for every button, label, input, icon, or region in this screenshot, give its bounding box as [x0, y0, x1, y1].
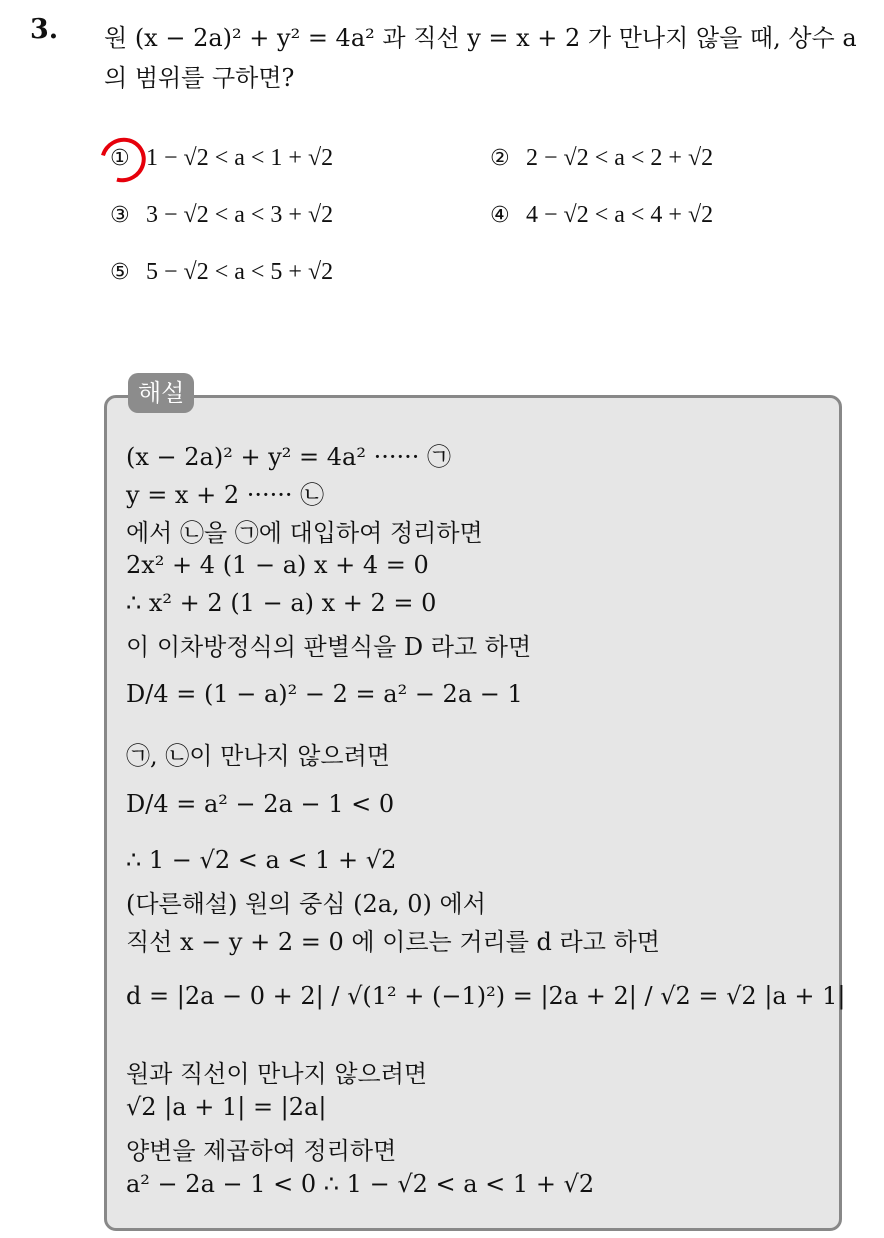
choice-4-mark: ④ — [490, 203, 510, 228]
solution-line-7: D/4 = (1 − a)² − 2 = a² − 2a − 1 — [126, 680, 523, 708]
solution-line-17: a² − 2a − 1 < 0 ∴ 1 − √2 < a < 1 + √2 — [126, 1170, 595, 1198]
choice-2-text: 2 − √2 < a < 2 + √2 — [526, 145, 714, 171]
choice-3-text: 3 − √2 < a < 3 + √2 — [146, 202, 334, 228]
solution-line-11: (다른해설) 원의 중심 (2a, 0) 에서 — [126, 890, 486, 918]
choice-3-mark: ③ — [110, 203, 130, 228]
solution-line-16: 양변을 제곱하여 정리하면 — [126, 1137, 397, 1165]
choice-4-text: 4 − √2 < a < 4 + √2 — [526, 202, 714, 228]
solution-line-1: (x − 2a)² + y² = 4a² ······ ㉠ — [126, 443, 451, 471]
question-number: 3. — [30, 14, 59, 45]
choice-3[interactable] — [110, 202, 333, 229]
solution-line-9: D/4 = a² − 2a − 1 < 0 — [126, 790, 395, 818]
solution-tag: 해설 — [128, 373, 194, 413]
choice-1-mark: ① — [110, 146, 130, 171]
choice-1[interactable] — [110, 145, 333, 172]
choice-2[interactable] — [490, 145, 713, 172]
question-text-line2: 의 범위를 구하면? — [104, 64, 295, 92]
question-text-line1: 원 (x − 2a)² + y² = 4a² 과 직선 y = x + 2 가 만나지 않을 때, 상수 a — [104, 24, 857, 52]
choice-2-mark: ② — [490, 146, 510, 171]
solution-line-2: y = x + 2 ······ ㉡ — [126, 481, 325, 509]
solution-line-4: 2x² + 4 (1 − a) x + 4 = 0 — [126, 551, 429, 579]
choice-4[interactable] — [490, 202, 713, 229]
choice-1-text: 1 − √2 < a < 1 + √2 — [146, 145, 334, 171]
solution-line-6: 이 이차방정식의 판별식을 D 라고 하면 — [126, 633, 532, 661]
choice-5[interactable] — [110, 259, 333, 286]
solution-line-12: 직선 x − y + 2 = 0 에 이르는 거리를 d 라고 하면 — [126, 928, 660, 956]
solution-line-8: ㉠, ㉡이 만나지 않으려면 — [126, 742, 390, 770]
solution-line-5: ∴ x² + 2 (1 − a) x + 2 = 0 — [126, 589, 437, 617]
solution-line-10: ∴ 1 − √2 < a < 1 + √2 — [126, 846, 397, 874]
solution-line-14: 원과 직선이 만나지 않으려면 — [126, 1060, 428, 1088]
solution-line-3: 에서 ㉡을 ㉠에 대입하여 정리하면 — [126, 519, 483, 547]
choice-5-text: 5 − √2 < a < 5 + √2 — [146, 259, 334, 285]
solution-line-15: √2 |a + 1| = |2a| — [126, 1093, 327, 1121]
choice-5-mark: ⑤ — [110, 260, 130, 285]
solution-line-13: d = |2a − 0 + 2| / √(1² + (−1)²) = |2a + 2| / √2 = √2 |a + 1| — [126, 982, 846, 1010]
